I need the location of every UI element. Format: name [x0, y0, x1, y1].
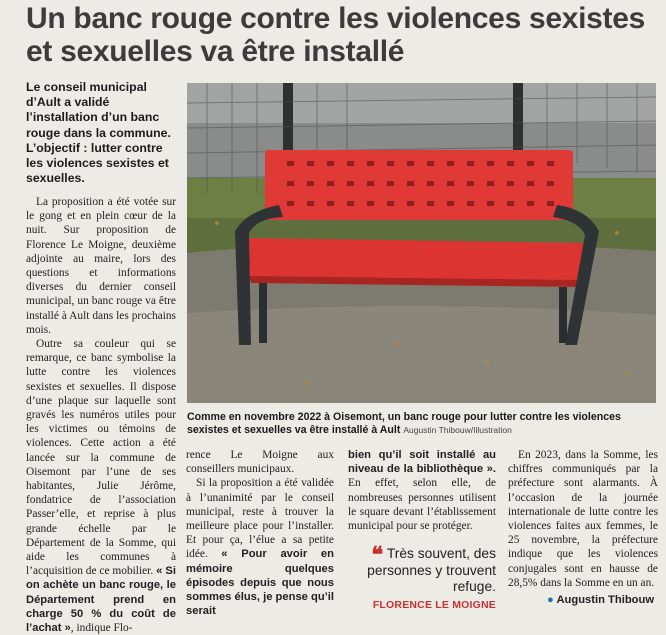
paragraph: La proposition a été votée sur le gong et en plein cœur de la nuit. Sur proposition de Florence Le Moigne, deuxième adjointe au maire, lors des questions et informations diverses du dernier conseil municipal, un banc rouge va être installé à Ault dans les prochains mois. [26, 196, 176, 336]
photo-credit: Augustin Thibouw/Illustration [403, 425, 512, 436]
article-column-3 [348, 448, 496, 533]
author-signature: ● Augustin Thibouw [547, 594, 655, 606]
article-headline: Un banc rouge contre les violences sexistes et sexuelles va être installé [26, 2, 646, 68]
quote-mark-icon: ❝ [371, 542, 384, 568]
paragraph: En 2023, dans la Somme, les chiffres communiqués par la préfecture sont alarmants. À l’occasion de la journée internationale de lutte contre les violences faites aux femmes, le 25 novembre, la préfecture indique que les violences conjugales sont en hausse de 28,5% dans la Somme en un an. [508, 449, 658, 589]
paragraph: bien qu’il soit installé au niveau de la bibliothèque ». En effet, selon elle, de nombreuses personnes utilisent le square devant l’établissement municipal pour se protéger. [348, 449, 496, 533]
article-lede: Le conseil municipal d’Ault a validé l’installation d’un banc rouge dans la commune. L’objectif : lutter contre les violences sexistes et sexuelles. [26, 80, 171, 186]
pull-quote-text: Très souvent, des personnes y trouvent refuge. [367, 546, 496, 594]
pull-quote-author: FLORENCE LE MOIGNE [372, 598, 496, 611]
bold-quote: bien qu’il soit installé au niveau de la bibliothèque ». [348, 449, 496, 476]
bench-photo [187, 83, 656, 403]
photo-caption: Comme en novembre 2022 à Oisemont, un banc rouge pour lutter contre les violences sexistes et sexuelles va être installé à Ault Augustin Thibouw/Illustration [187, 411, 621, 437]
paragraph: Outre sa couleur qui se remarque, ce banc symbolise la lutte contre les violences sexistes et sexuelles. Il dispose d’une plaque sur laquelle sont gravés les numéros utiles pour les victimes ou témoins de violences. Cette action a été lancée sur la commune de Oisemont par l’une de ses habitantes, Julie Jérôme, fondatrice de l’association Passer’elle, et reprise à plus grande échelle par le Département de la Somme, qui aide les communes à l’acquisition de ce mobilier. « Si on achète un banc rouge, le Département prend en charge 50 % du coût de l’achat », indique Flo- [26, 338, 176, 635]
article-column-2 [186, 448, 334, 618]
bold-quote: « Pour avoir en mémoire quelques épisodes depuis que nous sommes élus, je pense qu’il serait [186, 548, 334, 618]
bold-quote: « Si on achète un banc rouge, le Département prend en charge 50 % du coût de l’achat » [26, 565, 176, 635]
article-column-1 [26, 195, 176, 635]
article-column-4 [508, 448, 658, 590]
pull-quote [350, 542, 496, 611]
paragraph: Si la proposition a été validée à l’unanimité par le conseil municipal, reste à trouver la meilleure place pour l’installer. Et pour ça, l’élue a sa petite idée. « Pour avoir en mémoire quelques épisodes depuis que nous sommes élus, je pense qu’il serait [186, 477, 334, 618]
red-bench-illustration [187, 83, 656, 403]
paragraph: rence Le Moigne aux conseillers municipaux. [186, 449, 334, 476]
bullet-icon: ● [547, 594, 554, 606]
